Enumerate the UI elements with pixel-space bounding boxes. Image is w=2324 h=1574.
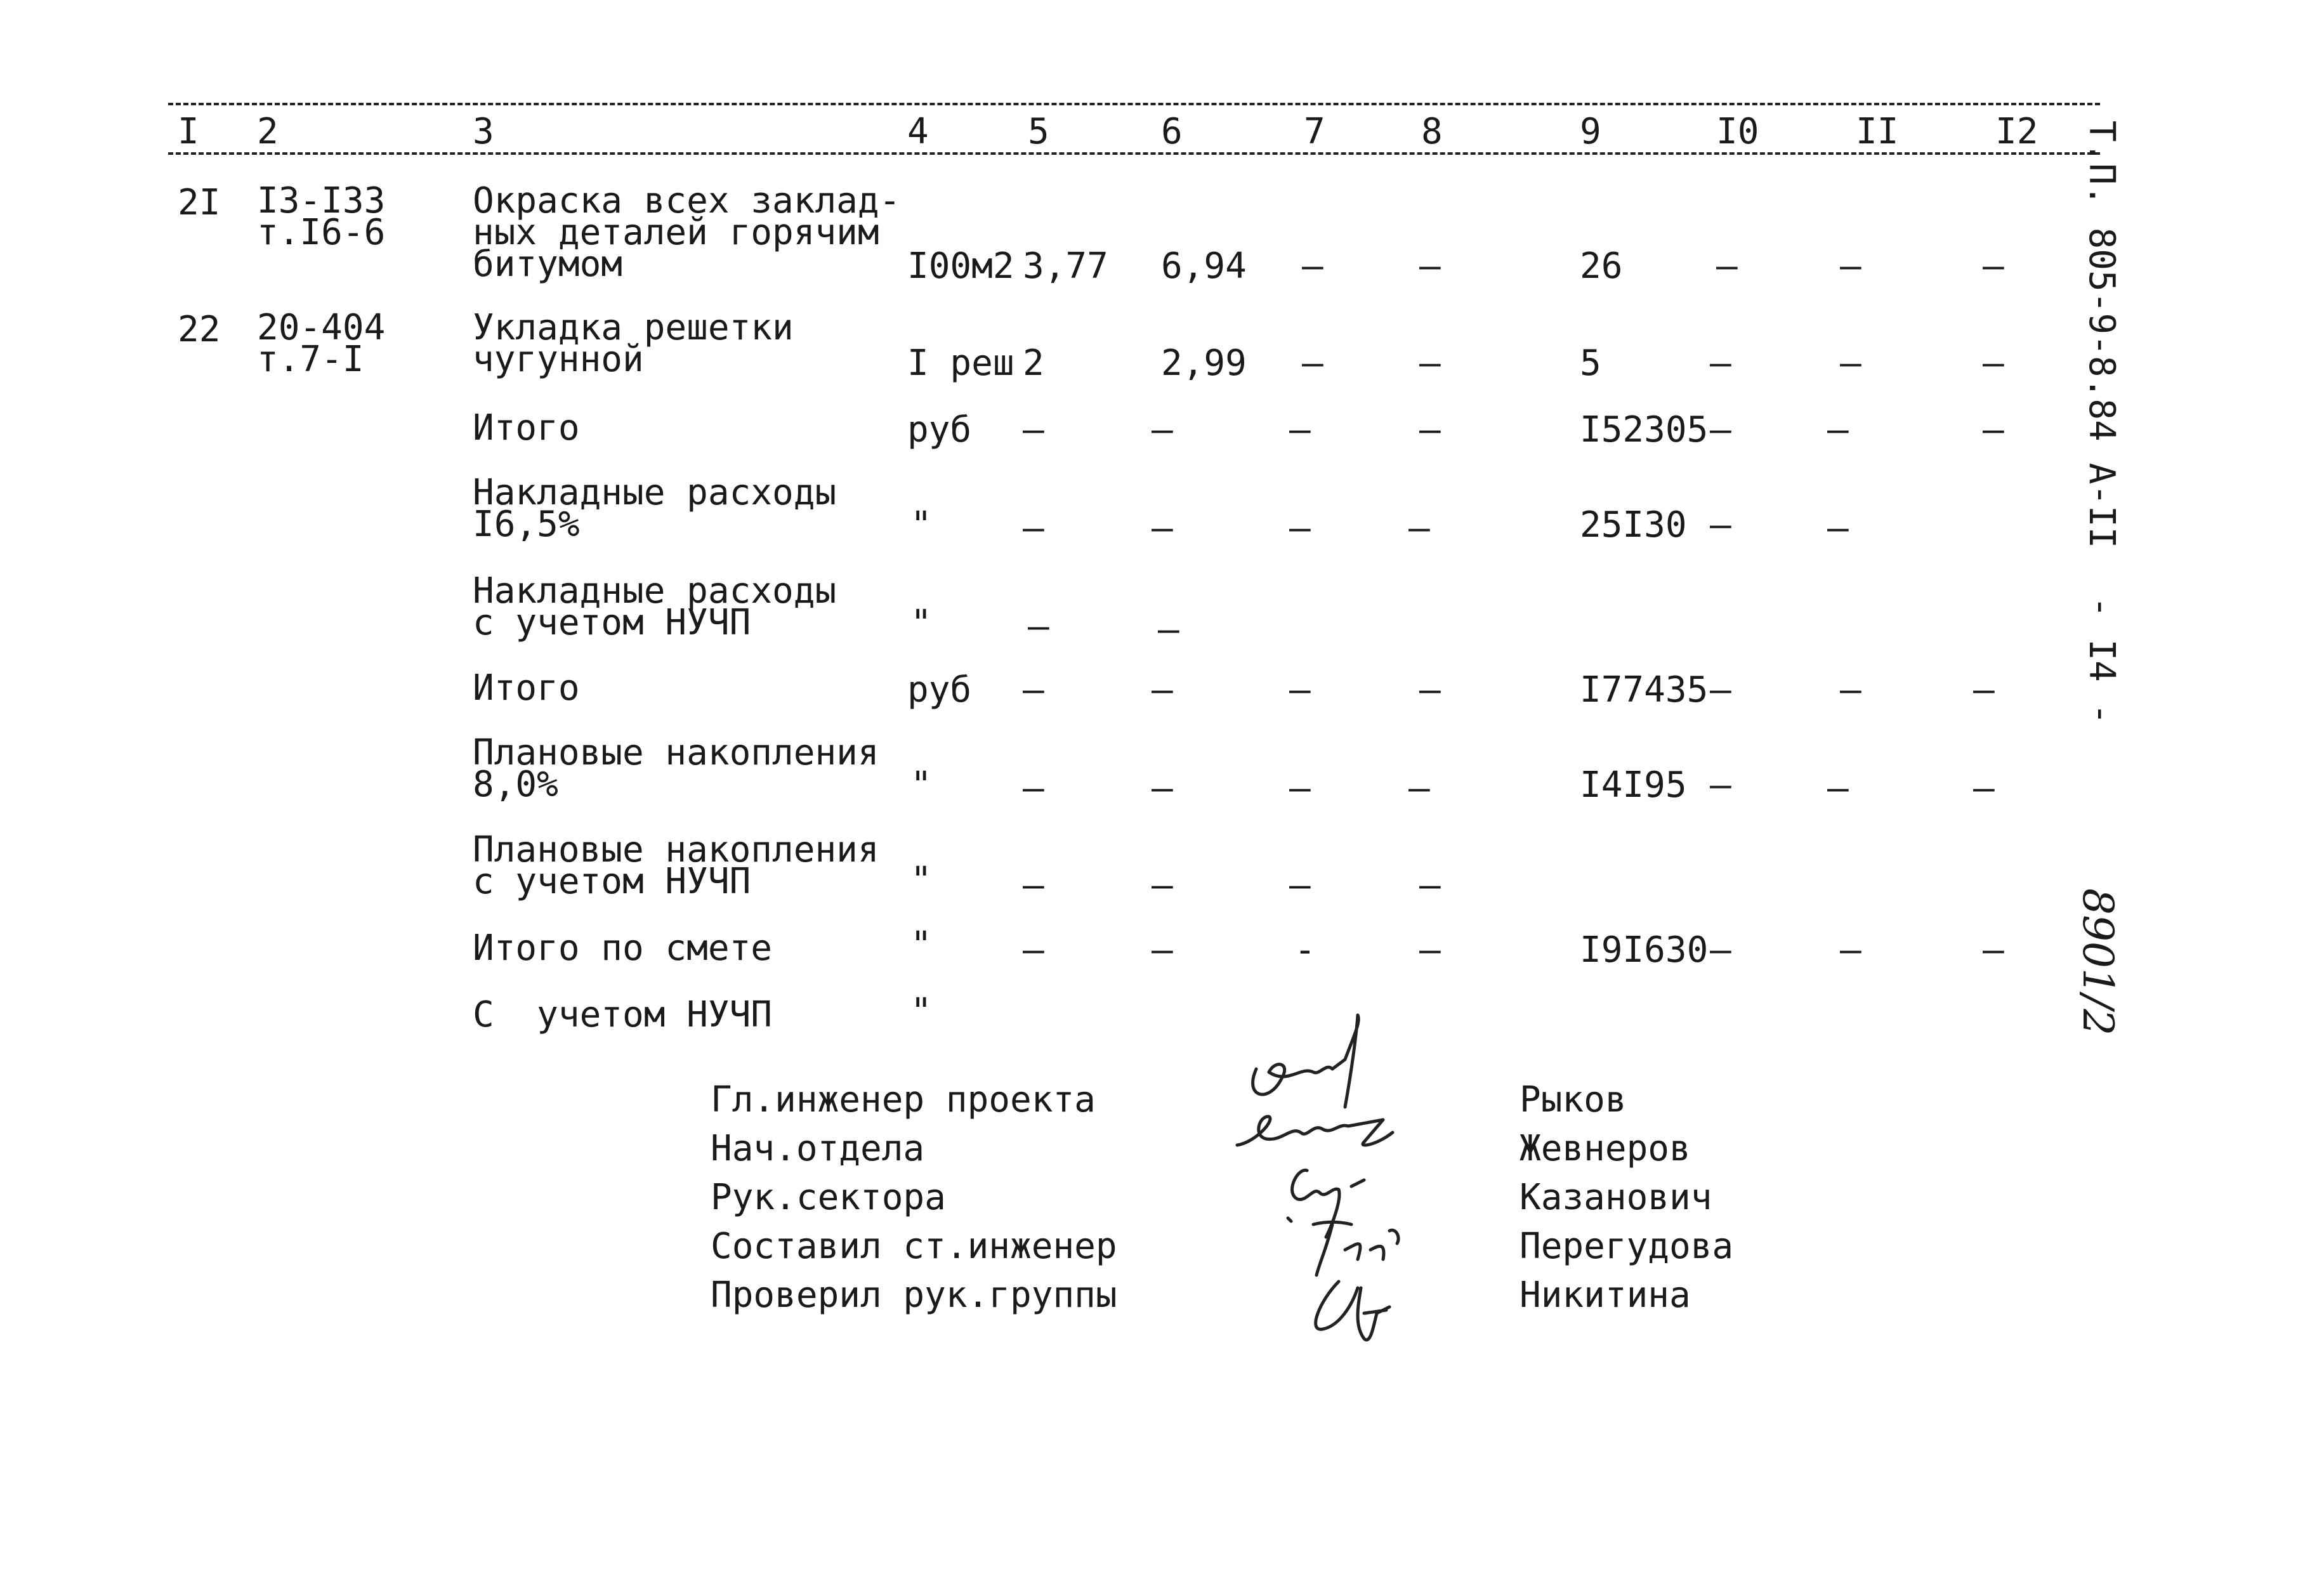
row-unit: ": [910, 991, 932, 1032]
row-col5: –: [1023, 865, 1044, 906]
row-col7: –: [1289, 669, 1311, 711]
row-col8: –: [1408, 508, 1430, 549]
row-col12: –: [1983, 343, 2004, 384]
row-col10: –: [1710, 764, 1731, 806]
row-col7: –: [1289, 865, 1311, 906]
row-col10: –: [1710, 343, 1731, 384]
row-col11: –: [1827, 768, 1849, 809]
row-col9: I9I630: [1580, 929, 1709, 971]
row-col6: –: [1152, 865, 1173, 906]
col-header-3: 3: [473, 111, 494, 152]
row-col7: –: [1289, 768, 1311, 809]
row-number: 2I: [178, 182, 221, 223]
row-col6: 6,94: [1161, 246, 1247, 287]
row-name: Укладка решетки чугунной: [473, 307, 794, 380]
row-col12: –: [1973, 768, 1995, 809]
signature-position: Составил ст.инженер: [711, 1226, 1117, 1267]
row-unit: ": [910, 603, 932, 644]
col-header-4: 4: [907, 111, 929, 152]
header-bottom-dashed-line: [168, 152, 2100, 155]
row-col6: 2,99: [1161, 343, 1247, 384]
row-col9: 26: [1580, 246, 1623, 287]
row-col12: –: [1983, 246, 2004, 287]
row-col12: –: [1973, 669, 1995, 711]
row-col11: –: [1827, 409, 1849, 450]
row-name: Накладные расходы с учетом НУЧП: [473, 570, 837, 643]
row-number: 22: [178, 309, 221, 350]
row-col7: –: [1302, 246, 1323, 287]
row-name: Накладные расходы I6,5%: [473, 472, 837, 545]
signature-name: Перегудова: [1520, 1226, 1734, 1267]
row-unit: I реш: [907, 343, 1014, 384]
row-col5: –: [1023, 669, 1044, 711]
row-col9: I4I95: [1580, 764, 1687, 806]
row-unit: I00м2: [907, 246, 1014, 287]
row-col5: 3,77: [1023, 246, 1108, 287]
col-header-2: 2: [257, 111, 279, 152]
signature-scribble: [1316, 1282, 1389, 1340]
row-code: I3-I33 т.I6-6: [257, 180, 386, 253]
row-col9: 25I30: [1580, 504, 1687, 546]
row-col10: –: [1710, 409, 1731, 450]
row-col9: I77435: [1580, 669, 1709, 711]
row-name: Плановые накопления 8,0%: [473, 732, 879, 805]
handwritten-signatures: [1231, 1009, 1485, 1364]
row-col12: –: [1983, 409, 2004, 450]
row-unit: ": [910, 504, 932, 546]
signature-name: Рыков: [1520, 1079, 1627, 1120]
row-unit: ": [910, 764, 932, 806]
row-col5: –: [1028, 606, 1049, 647]
signature-name: Жевнеров: [1520, 1128, 1691, 1169]
signature-name: Казанович: [1520, 1177, 1712, 1218]
row-code: 20-404 т.7-I: [257, 307, 386, 380]
row-name: Итого: [473, 667, 580, 709]
signature-scribble: [1292, 1171, 1364, 1237]
signature-position: Гл.инженер проекта: [711, 1079, 1096, 1120]
row-col11: –: [1840, 669, 1861, 711]
row-name: Плановые накопления с учетом НУЧП: [473, 829, 879, 902]
row-col9: 5: [1580, 343, 1601, 384]
row-col8: –: [1419, 929, 1441, 971]
row-unit: руб: [907, 409, 972, 450]
row-name: Окраска всех заклад- ных деталей горячим битумом: [473, 180, 901, 285]
row-col6: –: [1158, 609, 1179, 650]
row-unit: ": [910, 924, 932, 966]
row-unit: ": [910, 860, 932, 901]
signature-position: Проверил рук.группы: [711, 1275, 1117, 1316]
row-col7: -: [1294, 929, 1316, 971]
row-col5: –: [1023, 409, 1044, 450]
signature-position: Нач.отдела: [711, 1128, 925, 1169]
signature-scribble: [1288, 1218, 1398, 1275]
signature-name: Никитина: [1520, 1275, 1691, 1316]
col-header-7: 7: [1304, 111, 1325, 152]
row-name: С учетом НУЧП: [473, 994, 773, 1035]
row-unit: руб: [907, 669, 972, 711]
row-col8: –: [1419, 865, 1441, 906]
handwritten-number-vertical: 8901/2: [2073, 888, 2122, 1036]
col-header-12: I2: [1995, 111, 2038, 152]
row-col10: –: [1710, 929, 1731, 971]
row-col10: –: [1710, 669, 1731, 711]
row-col11: –: [1840, 343, 1861, 384]
row-col9: I52305: [1580, 409, 1709, 450]
col-header-6: 6: [1161, 111, 1183, 152]
row-col8: –: [1419, 246, 1441, 287]
row-col8: –: [1408, 768, 1430, 809]
row-col8: –: [1419, 409, 1441, 450]
row-col10: –: [1710, 504, 1731, 546]
col-header-9: 9: [1580, 111, 1601, 152]
row-col7: –: [1289, 508, 1311, 549]
col-header-8: 8: [1421, 111, 1443, 152]
signature-position: Рук.сектора: [711, 1177, 946, 1218]
row-col8: –: [1419, 669, 1441, 711]
row-col8: –: [1419, 343, 1441, 384]
row-col5: –: [1023, 768, 1044, 809]
row-col11: –: [1840, 929, 1861, 971]
row-col6: –: [1152, 508, 1173, 549]
row-col5: –: [1023, 508, 1044, 549]
signature-positions: [711, 1075, 1117, 1320]
signature-names: [1520, 1075, 1733, 1320]
row-col11: –: [1827, 508, 1849, 549]
row-col7: –: [1302, 343, 1323, 384]
col-header-11: II: [1856, 111, 1899, 152]
page-number-vertical: - I4 -: [2081, 596, 2122, 725]
row-col10: –: [1716, 246, 1738, 287]
col-header-10: I0: [1716, 111, 1759, 152]
row-name: Итого по смете: [473, 928, 773, 969]
signature-scribble: [1237, 1117, 1393, 1145]
row-col5: 2: [1023, 343, 1044, 384]
row-col6: –: [1152, 929, 1173, 971]
row-col7: –: [1289, 409, 1311, 450]
row-col5: –: [1023, 929, 1044, 971]
row-col6: –: [1152, 669, 1173, 711]
row-col6: –: [1152, 768, 1173, 809]
signature-scribble: [1253, 1015, 1359, 1107]
row-col12: –: [1983, 929, 2004, 971]
row-col6: –: [1152, 409, 1173, 450]
row-name: Итого: [473, 407, 580, 449]
col-header-5: 5: [1028, 111, 1049, 152]
header-top-dashed-line: [168, 103, 2100, 105]
document-code-vertical: Т.П. 805-9-8.84 А-II: [2081, 121, 2122, 549]
col-header-1: I: [178, 111, 199, 152]
row-col11: –: [1840, 246, 1861, 287]
